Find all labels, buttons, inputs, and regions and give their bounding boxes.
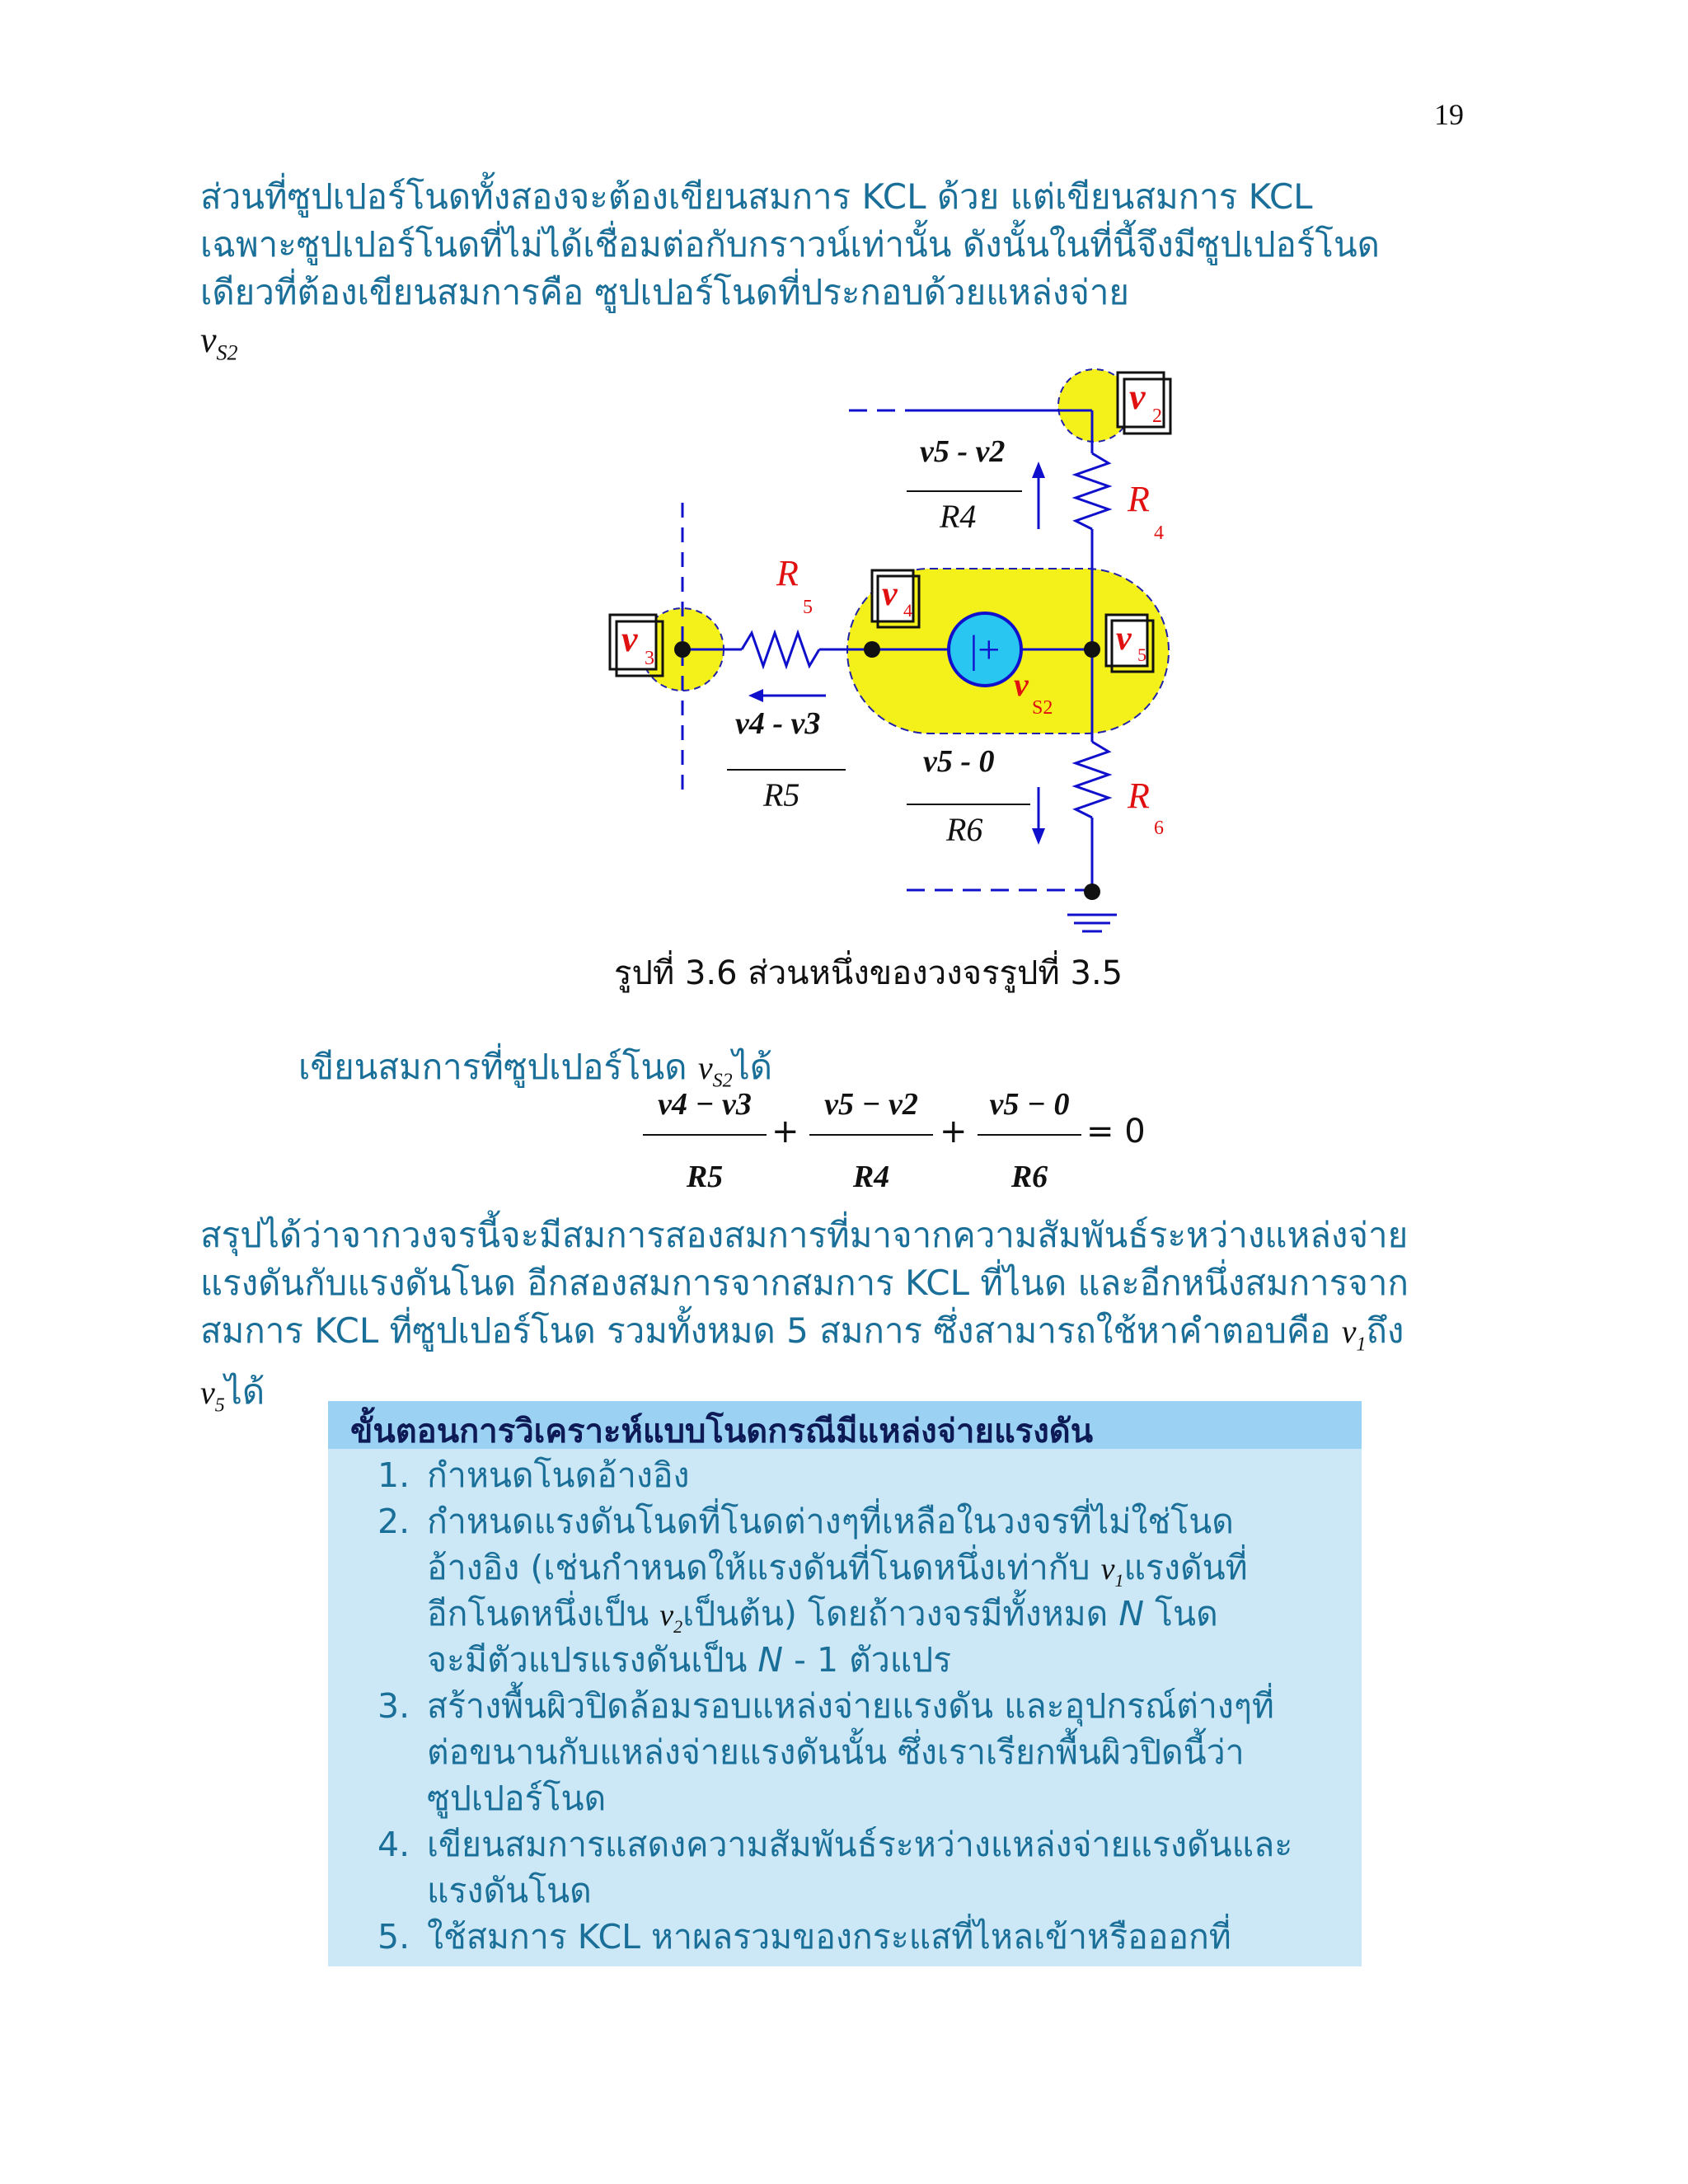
step-2-line-3-after: เป็นต้น) โดยถ้าวงจรมีทั้งหมด [682,1594,1119,1633]
label-vs2: v [1014,666,1029,703]
plus-1: + [771,1113,799,1151]
intro-line-2: เฉพาะซูปเปอร์โนดที่ไม่ได้เชื่อมต่อกับกราวน์เท่านั้น ดังนั้นในที่นี้จึงมีซูปเปอร์โนด [200,224,1380,265]
summary-line-3-after: ถึง [1366,1310,1404,1351]
step-3-line-3: ซูปเปอร์โนด [427,1779,607,1818]
step-2-var-v1: v [1100,1552,1115,1586]
equation-intro-var-sub: S2 [712,1070,733,1092]
step-3-line-2: ต่อขนานกับแหล่งจ่ายแรงดันนั้น ซึ่งเราเรียกพื้นผิวปิดนี้ว่า [427,1732,1245,1772]
label-vs2-sub: S2 [1032,697,1053,719]
step-4-number: 4. [377,1825,410,1864]
step-2-N: N [1118,1594,1144,1633]
step-5-line-1: ใช้สมการ KCL หาผลรวมของกระแสที่ไหลเข้าหรือออกที่ [427,1917,1231,1957]
label-v5-var: v [1116,620,1132,658]
term3-numerator: v5 − 0 [989,1087,1070,1122]
label-r6-sub: 6 [1154,818,1164,839]
term2-numerator: v5 − v2 [824,1087,918,1122]
current-top-num: v5 - v2 [920,434,1006,469]
current-left-num: v4 - v3 [735,706,821,741]
label-r5-sub: 5 [803,597,813,618]
label-v5-sub: 5 [1137,644,1146,665]
node-dot-ground [1084,883,1100,900]
plus-2: + [940,1113,968,1151]
node-dot-v4 [864,641,880,658]
step-1-number: 1. [377,1455,410,1495]
summary-line-4-after: ได้ [224,1371,265,1413]
intro-line-3: เดียวที่ต้องเขียนสมการคือ ซูปเปอร์โนดที่ประกอบด้วยแหล่งจ่าย [200,272,1130,312]
circuit-figure [593,346,1187,940]
intro-var: v [200,320,217,360]
step-2-N-2: N [757,1640,784,1680]
step-2-line-4-after: - 1 ตัวแปร [783,1640,952,1680]
label-v4-sub: 4 [903,600,912,621]
current-top-den: R4 [940,498,977,535]
label-v2-sub: 2 [1152,405,1162,427]
label-v5 [1106,615,1153,672]
current-bottom-den: R6 [946,811,983,848]
label-r4: R [1128,479,1150,519]
step-2-number: 2. [377,1502,410,1541]
step-3-line-1: สร้างพื้นผิวปิดล้อมรอบแหล่งจ่ายแรงดัน และอุปกรณ์ต่างๆที่ [427,1686,1274,1726]
step-2-line-3-text: อีกโนดหนึ่งเป็น [427,1594,660,1633]
current-bottom [907,744,1045,848]
label-r6: R [1128,776,1150,816]
supernode-equation [635,1080,1162,1212]
figure-caption: รูปที่ 3.6 ส่วนหนึ่งของวงจรรูปที่ 3.5 [614,954,1123,992]
summary-var-v5: v [200,1374,215,1412]
step-2-line-2-text: อ้างอิง (เช่นกำหนดให้แรงดันที่โนดหนึ่งเท่ากับ [427,1548,1101,1587]
current-bottom-num: v5 - 0 [923,744,995,779]
step-4-line-1: เขียนสมการแสดงความสัมพันธ์ระหว่างแหล่งจ่ายแรงดันและ [427,1825,1293,1864]
steps-box-title: ขั้นตอนการวิเคราะห์แบบโนดกรณีมีแหล่งจ่ายแรงดัน [350,1413,1094,1451]
summary-var-v1: v [1341,1313,1357,1350]
current-left-den: R5 [763,776,800,813]
label-v3-var: v [621,619,638,659]
node-dot-v3 [674,641,691,658]
term3-bar [978,1134,1081,1136]
node-dot-v5 [1084,641,1100,658]
step-2-line-4-text: จะมีตัวแปรแรงดันเป็น [427,1640,758,1680]
label-r5: R [776,553,799,593]
term2-bar [809,1134,933,1136]
source-symbol: |+ [969,628,1001,672]
label-v2-var: v [1129,377,1146,417]
label-v2 [1118,373,1170,434]
equals-zero: = 0 [1086,1113,1146,1151]
step-1-text: กำหนดโนดอ้างอิง [427,1455,690,1495]
step-2-var-v2: v [659,1598,674,1633]
step-2-line-2-after: แรงดันที่ [1123,1548,1248,1587]
intro-line-1: ส่วนที่ซูปเปอร์โนดทั้งสองจะต้องเขียนสมการ KCL ด้วย แต่เขียนสมการ KCL [200,176,1313,217]
label-v3 [610,615,663,676]
step-2-var-v2-sub: 2 [673,1616,683,1638]
step-2-var-v1-sub: 1 [1114,1570,1124,1591]
label-v3-sub: 3 [645,648,654,669]
summary-var-v5-sub: 5 [214,1394,225,1417]
summary-line-2: แรงดันกับแรงดันโนด อีกสองสมการจากสมการ KCL ที่ไนด และอีกหนึ่งสมการจาก [200,1263,1409,1303]
summary-line-3-text: สมการ KCL ที่ซูปเปอร์โนด รวมทั้งหมด 5 สมการ ซึ่งสามารถใช้หาคำตอบคือ [200,1310,1342,1351]
current-top [907,434,1045,535]
step-2-line-4 [427,1637,951,1683]
label-v4-var: v [882,575,898,613]
page-number: 19 [1434,98,1464,131]
step-3-number: 3. [377,1686,410,1726]
equation-intro-text: เขียนสมการที่ซูปเปอร์โนด [298,1047,698,1087]
label-r4-sub: 4 [1154,523,1164,544]
term1-denominator: R5 [686,1160,724,1194]
summary-paragraph [200,1212,1494,1430]
equation-intro-var: v [697,1049,713,1086]
term2-denominator: R4 [852,1160,890,1194]
label-v4 [872,570,919,627]
summary-line-1: สรุปได้ว่าจากวงจรนี้จะมีสมการสองสมการที่มาจากความสัมพันธ์ระหว่างแหล่งจ่าย [200,1215,1409,1255]
summary-line-3 [200,1307,1494,1368]
summary-var-v1-sub: 1 [1356,1333,1367,1356]
step-5-number: 5. [377,1917,410,1957]
step-4-line-2: แรงดันโนด [427,1871,592,1910]
step-2-line-3-end: โนด [1143,1594,1218,1633]
intro-var-sub: S2 [216,340,238,365]
term1-bar [643,1134,767,1136]
term1-numerator: v4 − v3 [658,1087,752,1122]
term3-denominator: R6 [1010,1160,1048,1194]
equation-intro-after: ได้ [732,1047,772,1087]
current-left [727,689,846,813]
step-2-line-1: กำหนดแรงดันโนดที่โนดต่างๆที่เหลือในวงจรที่ไม่ใช่โนด [427,1502,1234,1541]
